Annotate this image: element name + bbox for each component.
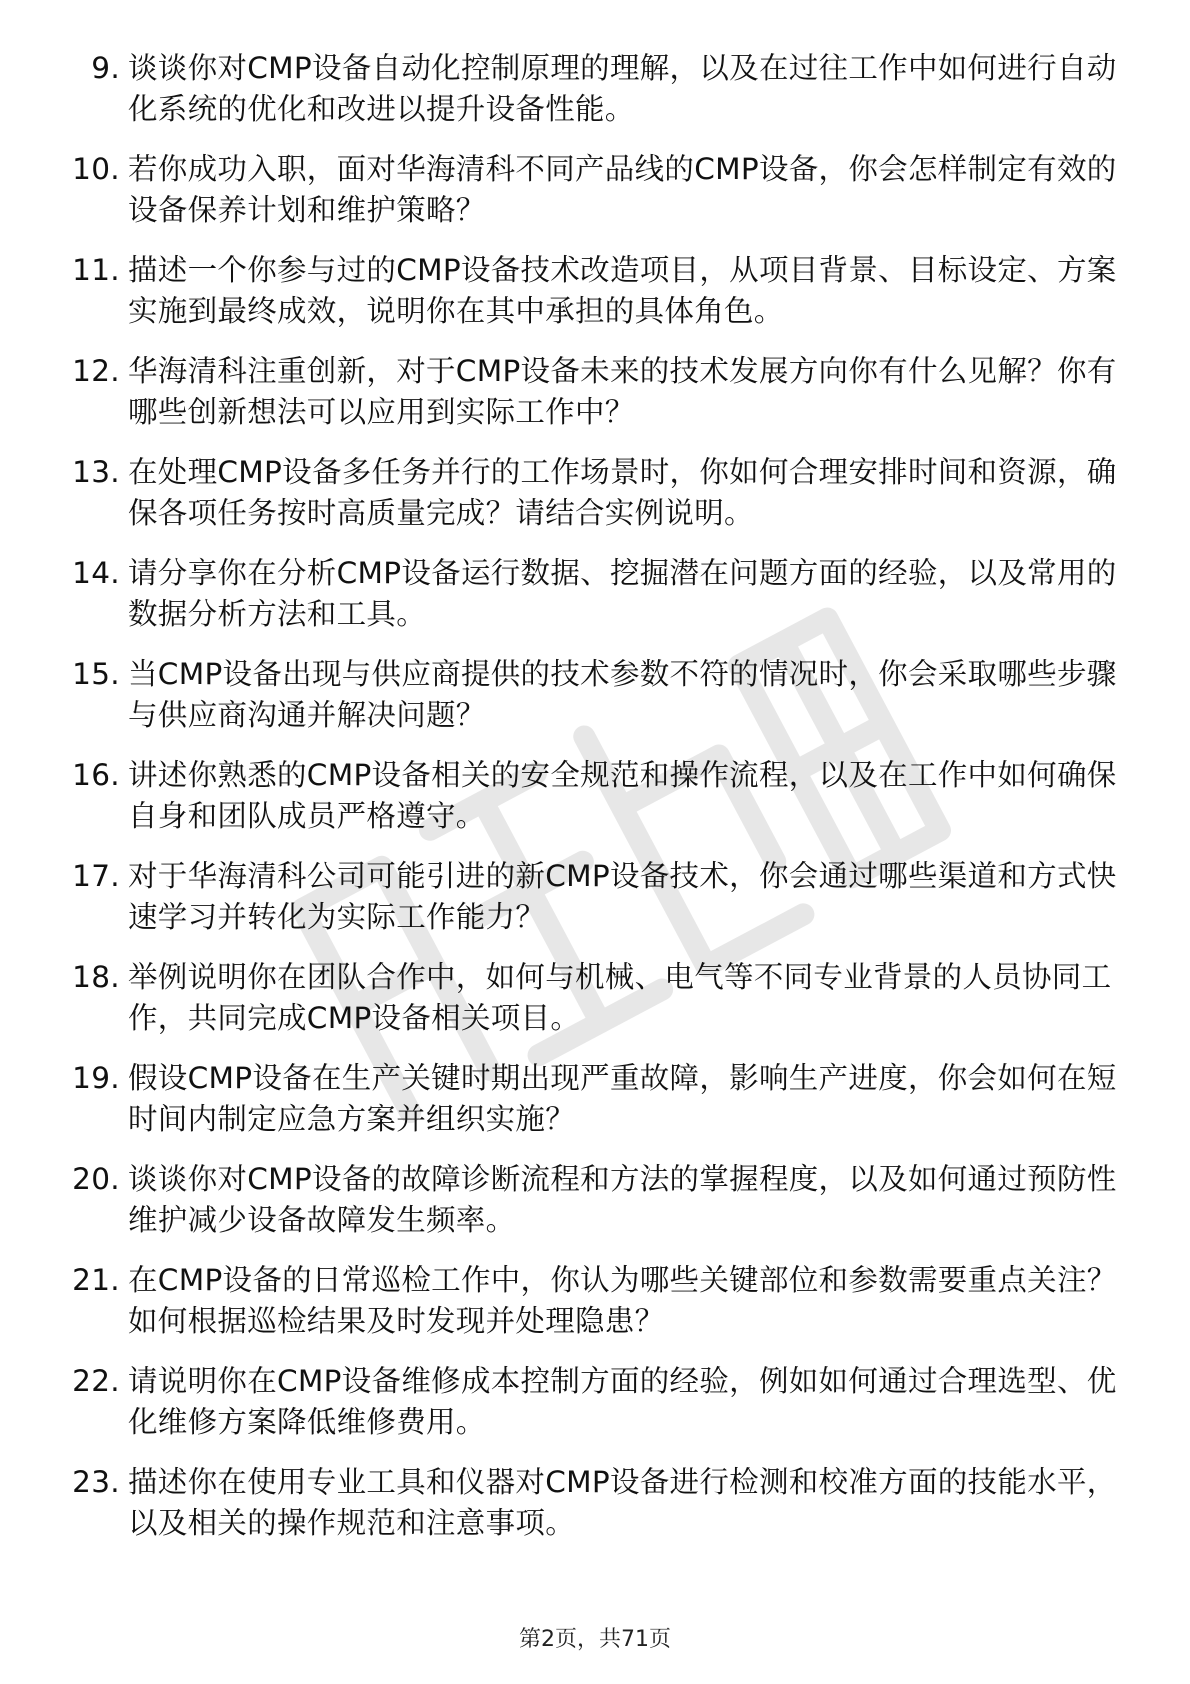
question-text: 假设CMP设备在生产关键时期出现严重故障，影响生产进度，你会如何在短时间内制定应急方案并组织实施？: [128, 1061, 1117, 1136]
list-item: [58, 149, 1138, 231]
question-number: 16.: [72, 758, 120, 792]
question-number: 14.: [72, 556, 120, 590]
question-text: 在处理CMP设备多任务并行的工作场景时，你如何合理安排时间和资源，确保各项任务按时高质量完成？请结合实例说明。: [128, 455, 1117, 530]
question-text: 当CMP设备出现与供应商提供的技术参数不符的情况时，你会采取哪些步骤与供应商沟通并解决问题？: [128, 657, 1117, 732]
question-number: 19.: [72, 1061, 120, 1095]
question-number: 15.: [72, 657, 120, 691]
list-item: [58, 553, 1138, 635]
question-number: 9.: [91, 51, 120, 85]
list-item: [58, 1361, 1138, 1443]
list-item: [58, 452, 1138, 534]
question-text: 在CMP设备的日常巡检工作中，你认为哪些关键部位和参数需要重点关注？如何根据巡检结果及时发现并处理隐患？: [128, 1263, 1117, 1338]
question-text: 对于华海清科公司可能引进的新CMP设备技术，你会通过哪些渠道和方式快速学习并转化为实际工作能力？: [128, 859, 1117, 934]
question-text: 讲述你熟悉的CMP设备相关的安全规范和操作流程，以及在工作中如何确保自身和团队成员严格遵守。: [128, 758, 1117, 833]
question-text: 请分享你在分析CMP设备运行数据、挖掘潜在问题方面的经验，以及常用的数据分析方法和工具。: [128, 556, 1117, 631]
question-text: 谈谈你对CMP设备自动化控制原理的理解，以及在过往工作中如何进行自动化系统的优化和改进以提升设备性能。: [128, 51, 1117, 126]
question-number: 20.: [72, 1162, 120, 1196]
page-number: 第2页，共71页: [519, 1627, 671, 1652]
question-number: 10.: [72, 152, 120, 186]
question-text: 谈谈你对CMP设备的故障诊断流程和方法的掌握程度，以及如何通过预防性维护减少设备故障发生频率。: [128, 1162, 1117, 1237]
question-number: 11.: [72, 253, 120, 287]
question-number: 18.: [72, 960, 120, 994]
question-number: 17.: [72, 859, 120, 893]
list-item: [58, 654, 1138, 736]
question-text: 举例说明你在团队合作中，如何与机械、电气等不同专业背景的人员协同工作，共同完成CMP设备相关项目。: [128, 960, 1112, 1035]
question-number: 23.: [72, 1465, 120, 1499]
list-item: [58, 1260, 1138, 1342]
question-number: 12.: [72, 354, 120, 388]
list-item: [58, 1058, 1138, 1140]
list-item: [58, 48, 1138, 130]
list-item: [58, 1159, 1138, 1241]
question-list: [58, 48, 1138, 1563]
list-item: [58, 957, 1138, 1039]
question-text: 请说明你在CMP设备维修成本控制方面的经验，例如如何通过合理选型、优化维修方案降低维修费用。: [128, 1364, 1117, 1439]
question-text: 描述你在使用专业工具和仪器对CMP设备进行检测和校准方面的技能水平，以及相关的操作规范和注意事项。: [128, 1465, 1117, 1540]
list-item: [58, 856, 1138, 938]
question-text: 描述一个你参与过的CMP设备技术改造项目，从项目背景、目标设定、方案实施到最终成效，说明你在其中承担的具体角色。: [128, 253, 1117, 328]
question-number: 21.: [72, 1263, 120, 1297]
question-text: 若你成功入职，面对华海清科不同产品线的CMP设备，你会怎样制定有效的设备保养计划和维护策略？: [128, 152, 1117, 227]
list-item: [58, 755, 1138, 837]
list-item: [58, 351, 1138, 433]
list-item: [58, 1462, 1138, 1544]
question-text: 华海清科注重创新，对于CMP设备未来的技术发展方向你有什么见解？你有哪些创新想法可以应用到实际工作中？: [128, 354, 1117, 429]
question-number: 13.: [72, 455, 120, 489]
question-number: 22.: [72, 1364, 120, 1398]
list-item: [58, 250, 1138, 332]
